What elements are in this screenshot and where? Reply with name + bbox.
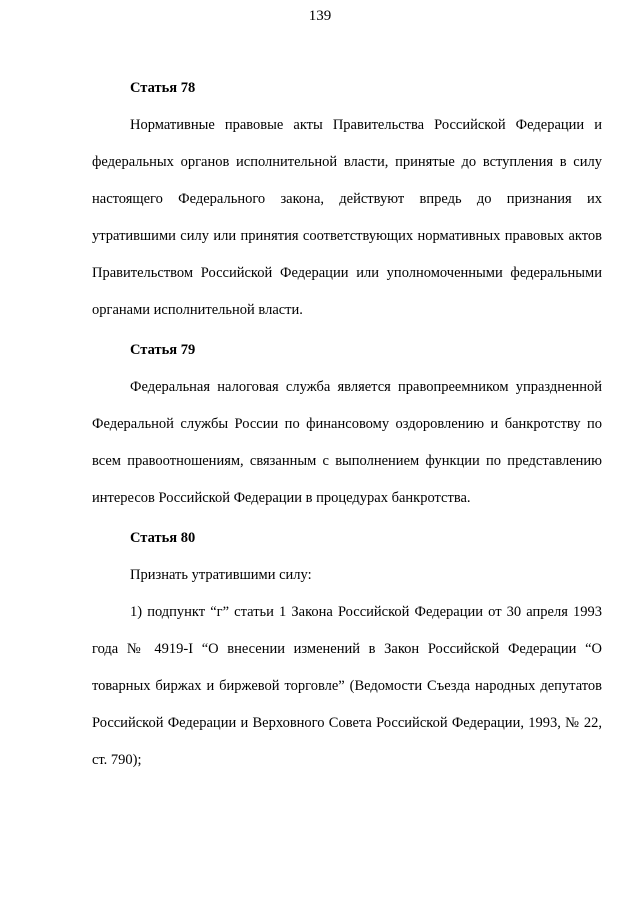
- article-paragraph: Нормативные правовые акты Правительства Российской Федерации и федеральных органов исполнительной власти, принятые до вступления в силу настоящего Федерального закона, действуют впредь до признания их утратившими силу или принятия соответствующих нормативных правовых актов Правительством Российской Федерации или уполномоченными федеральными органами исполнительной власти.: [92, 117, 602, 318]
- article-heading: Статья 78: [130, 80, 196, 96]
- article-paragraph: Признать утратившими силу:: [130, 567, 312, 583]
- article-79: [92, 332, 602, 517]
- article-paragraph: 1) подпункт “г” статьи 1 Закона Российской Федерации от 30 апреля 1993 года № 4919-I “О внесении изменений в Закон Российской Федерации “О товарных биржах и биржевой торговле” (Ведомости Съезда народных депутатов Российской Федерации и Верховного Совета Российской Федерации, 1993, № 22, ст. 790);: [92, 604, 602, 768]
- article-paragraph: Федеральная налоговая служба является правопреемником упраздненной Федеральной службы России по финансовому оздоровлению и банкротству по всем правоотношениям, связанным с выполнением функции по представлению интересов Российской Федерации в процедурах банкротства.: [92, 379, 602, 506]
- article-80: [92, 520, 602, 779]
- article-heading: Статья 80: [130, 530, 196, 546]
- article-heading: Статья 79: [130, 342, 196, 358]
- page-number: 139: [308, 8, 332, 24]
- article-78: [92, 70, 602, 329]
- document-body: [92, 70, 602, 779]
